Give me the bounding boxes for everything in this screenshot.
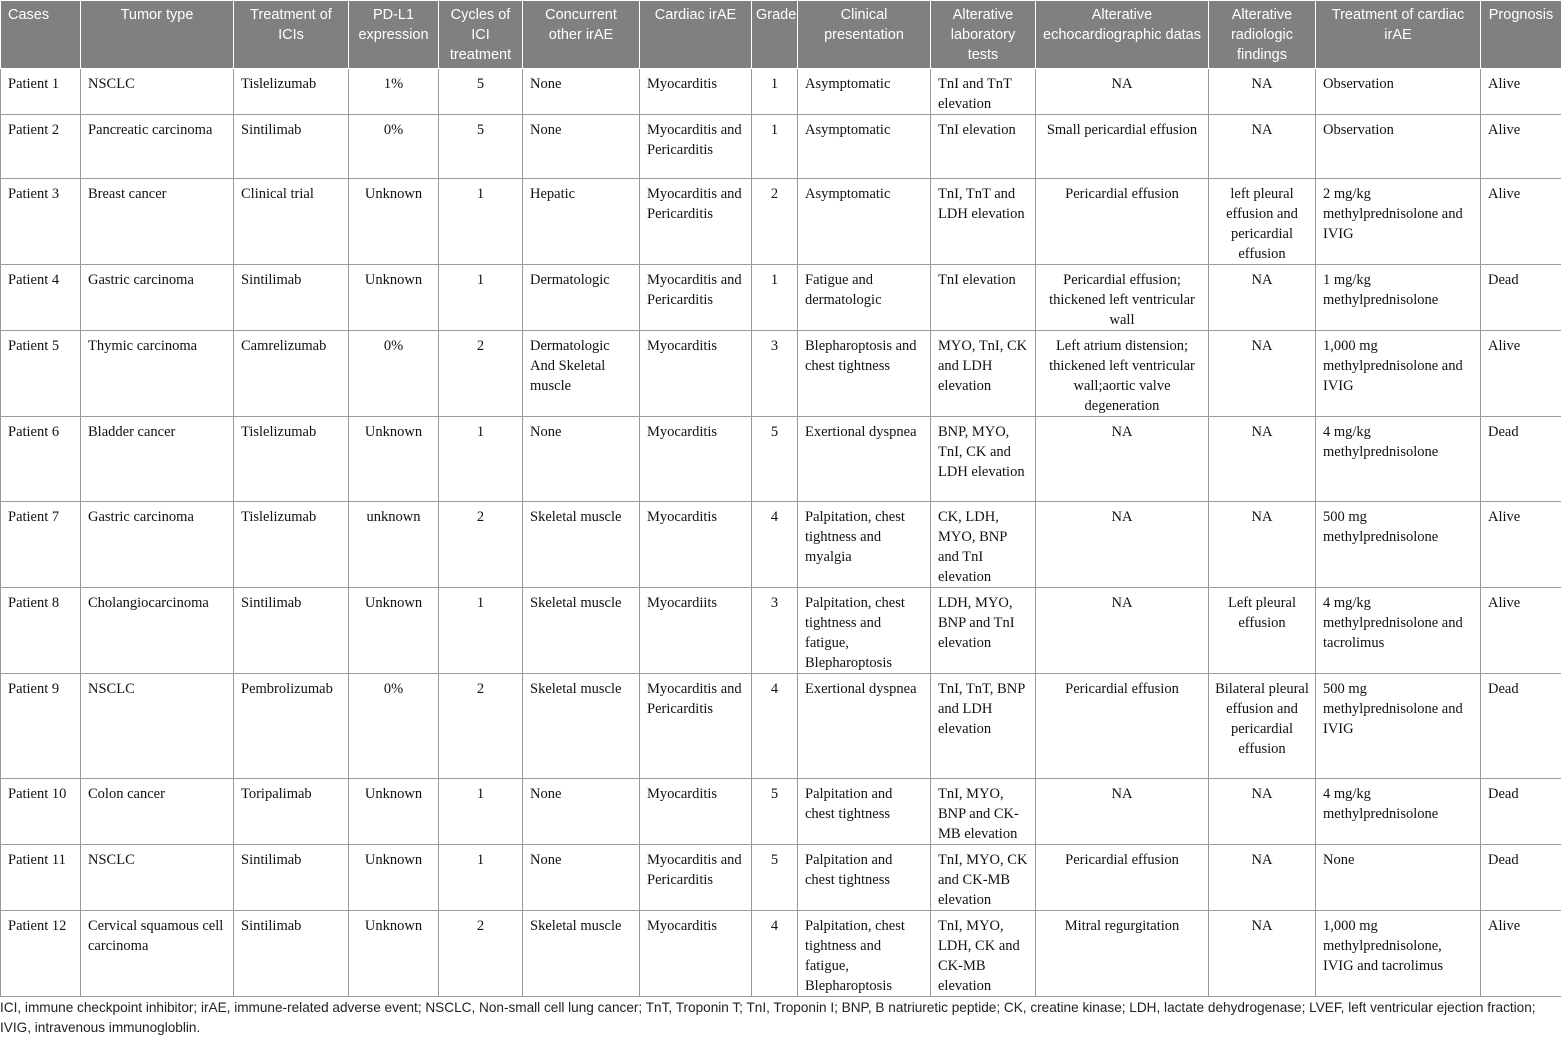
cell-cardiac-irae: Myocarditis and Pericarditis: [640, 115, 752, 179]
cell-pd-l1-expression: Unknown: [349, 179, 439, 265]
cell-laboratory-tests: MYO, TnI, CK and LDH elevation: [931, 331, 1036, 417]
cell-treatment-cardiac: 500 mg methylprednisolone and IVIG: [1316, 674, 1481, 779]
cell-treatment-of-icis: Tislelizumab: [234, 417, 349, 502]
cell-concurrent-irae: None: [523, 115, 640, 179]
cell-radiologic: NA: [1209, 779, 1316, 845]
cell-tumor-type: Thymic carcinoma: [81, 331, 234, 417]
cell-cardiac-irae: Myocarditis: [640, 502, 752, 588]
cell-echocardiographic: NA: [1036, 69, 1209, 115]
cell-grade: 4: [752, 674, 798, 779]
cell-prognosis: Dead: [1481, 417, 1561, 502]
cell-prognosis: Alive: [1481, 179, 1561, 265]
cell-clinical-presentation: Asymptomatic: [798, 179, 931, 265]
col-header-cases: Cases: [1, 1, 81, 69]
cell-cycles: 1: [439, 179, 523, 265]
cell-laboratory-tests: TnI, TnT and LDH elevation: [931, 179, 1036, 265]
col-header-treatment-of-icis: Treatment of ICIs: [234, 1, 349, 69]
cell-grade: 4: [752, 502, 798, 588]
col-header-tumor-type: Tumor type: [81, 1, 234, 69]
cell-case: Patient 12: [1, 911, 81, 997]
cell-echocardiographic: NA: [1036, 779, 1209, 845]
cell-treatment-of-icis: Clinical trial: [234, 179, 349, 265]
table-row: [1, 69, 1561, 115]
cell-tumor-type: Gastric carcinoma: [81, 502, 234, 588]
cell-cycles: 5: [439, 115, 523, 179]
cell-concurrent-irae: Skeletal muscle: [523, 588, 640, 674]
cell-pd-l1-expression: 0%: [349, 331, 439, 417]
table-row: [1, 502, 1561, 588]
cell-concurrent-irae: Dermatologic And Skeletal muscle: [523, 331, 640, 417]
col-header-concurrent-irae: Concurrent other irAE: [523, 1, 640, 69]
cell-prognosis: Dead: [1481, 779, 1561, 845]
cell-concurrent-irae: Skeletal muscle: [523, 911, 640, 997]
cell-tumor-type: NSCLC: [81, 69, 234, 115]
cell-cardiac-irae: Myocarditis and Pericarditis: [640, 674, 752, 779]
cell-treatment-of-icis: Toripalimab: [234, 779, 349, 845]
cell-pd-l1-expression: Unknown: [349, 417, 439, 502]
cell-radiologic: NA: [1209, 502, 1316, 588]
cell-cycles: 2: [439, 502, 523, 588]
cell-radiologic: left pleural effusion and pericardial effusion: [1209, 179, 1316, 265]
cell-echocardiographic: Pericardial effusion; thickened left ventricular wall: [1036, 265, 1209, 331]
table-footnote: ICI, immune checkpoint inhibitor; irAE, immune-related adverse event; NSCLC, Non-small cell lung cancer; TnT, Troponin T; TnI, Troponin I; BNP, B natriuretic peptide; CK, creatine kinase; LDH, lactate dehydrogenase; LVEF, left ventricular ejection fraction; IVIG, intravenous immunogloblin.: [0, 1000, 1536, 1035]
col-header-prognosis: Prognosis: [1481, 1, 1561, 69]
cell-pd-l1-expression: Unknown: [349, 265, 439, 331]
cell-prognosis: Alive: [1481, 331, 1561, 417]
cell-concurrent-irae: Dermatologic: [523, 265, 640, 331]
cell-grade: 1: [752, 69, 798, 115]
cell-treatment-of-icis: Tislelizumab: [234, 69, 349, 115]
cell-pd-l1-expression: 0%: [349, 674, 439, 779]
cell-treatment-cardiac: 1 mg/kg methylprednisolone: [1316, 265, 1481, 331]
cell-echocardiographic: NA: [1036, 588, 1209, 674]
cell-cardiac-irae: Myocarditis and Pericarditis: [640, 845, 752, 911]
cell-cycles: 2: [439, 674, 523, 779]
cell-laboratory-tests: TnI, MYO, CK and CK-MB elevation: [931, 845, 1036, 911]
cell-clinical-presentation: Exertional dyspnea: [798, 417, 931, 502]
cell-pd-l1-expression: 0%: [349, 115, 439, 179]
cell-cycles: 1: [439, 845, 523, 911]
cell-concurrent-irae: None: [523, 779, 640, 845]
cell-pd-l1-expression: unknown: [349, 502, 439, 588]
cell-clinical-presentation: Palpitation, chest tightness and fatigue, Blepharoptosis: [798, 588, 931, 674]
cell-treatment-of-icis: Camrelizumab: [234, 331, 349, 417]
cell-laboratory-tests: CK, LDH, MYO, BNP and TnI elevation: [931, 502, 1036, 588]
cell-grade: 2: [752, 179, 798, 265]
cell-pd-l1-expression: Unknown: [349, 845, 439, 911]
cell-treatment-cardiac: 4 mg/kg methylprednisolone: [1316, 779, 1481, 845]
cell-clinical-presentation: Asymptomatic: [798, 115, 931, 179]
cell-echocardiographic: NA: [1036, 502, 1209, 588]
cell-treatment-of-icis: Sintilimab: [234, 115, 349, 179]
cell-echocardiographic: Left atrium distension; thickened left ventricular wall;aortic valve degeneration: [1036, 331, 1209, 417]
table-row: [1, 331, 1561, 417]
cell-echocardiographic: Small pericardial effusion: [1036, 115, 1209, 179]
cell-prognosis: Alive: [1481, 588, 1561, 674]
cell-treatment-of-icis: Sintilimab: [234, 265, 349, 331]
cell-grade: 1: [752, 265, 798, 331]
table-row: [1, 265, 1561, 331]
table-row: [1, 179, 1561, 265]
cell-concurrent-irae: Hepatic: [523, 179, 640, 265]
cell-cycles: 1: [439, 588, 523, 674]
cell-cardiac-irae: Myocarditis: [640, 911, 752, 997]
cell-grade: 3: [752, 588, 798, 674]
cell-laboratory-tests: TnI elevation: [931, 115, 1036, 179]
cell-case: Patient 5: [1, 331, 81, 417]
cell-laboratory-tests: TnI, MYO, BNP and CK-MB elevation: [931, 779, 1036, 845]
cell-cardiac-irae: Myocarditis: [640, 417, 752, 502]
cell-prognosis: Dead: [1481, 265, 1561, 331]
cell-prognosis: Dead: [1481, 674, 1561, 779]
cell-grade: 4: [752, 911, 798, 997]
cell-grade: 5: [752, 779, 798, 845]
table-body: [1, 69, 1561, 997]
cell-echocardiographic: NA: [1036, 417, 1209, 502]
cell-treatment-cardiac: Observation: [1316, 115, 1481, 179]
cell-radiologic: NA: [1209, 417, 1316, 502]
cell-laboratory-tests: TnI, TnT, BNP and LDH elevation: [931, 674, 1036, 779]
cell-tumor-type: Bladder cancer: [81, 417, 234, 502]
cell-tumor-type: Colon cancer: [81, 779, 234, 845]
cell-case: Patient 8: [1, 588, 81, 674]
cell-radiologic: Left pleural effusion: [1209, 588, 1316, 674]
cell-cardiac-irae: Myocarditis and Pericarditis: [640, 179, 752, 265]
cell-treatment-cardiac: 1,000 mg methylprednisolone, IVIG and tacrolimus: [1316, 911, 1481, 997]
cell-cycles: 2: [439, 911, 523, 997]
cell-pd-l1-expression: Unknown: [349, 911, 439, 997]
cell-concurrent-irae: Skeletal muscle: [523, 674, 640, 779]
cell-treatment-cardiac: 500 mg methylprednisolone: [1316, 502, 1481, 588]
cell-concurrent-irae: None: [523, 417, 640, 502]
cell-prognosis: Alive: [1481, 502, 1561, 588]
cell-cycles: 1: [439, 779, 523, 845]
cell-treatment-of-icis: Sintilimab: [234, 588, 349, 674]
col-header-laboratory-tests: Alterative laboratory tests: [931, 1, 1036, 69]
cell-clinical-presentation: Palpitation and chest tightness: [798, 845, 931, 911]
table-row: [1, 115, 1561, 179]
cell-concurrent-irae: None: [523, 69, 640, 115]
cell-treatment-cardiac: 4 mg/kg methylprednisolone and tacrolimus: [1316, 588, 1481, 674]
cell-tumor-type: Gastric carcinoma: [81, 265, 234, 331]
table-row: [1, 588, 1561, 674]
table-row: [1, 674, 1561, 779]
cell-case: Patient 3: [1, 179, 81, 265]
cell-radiologic: NA: [1209, 69, 1316, 115]
cell-treatment-cardiac: 4 mg/kg methylprednisolone: [1316, 417, 1481, 502]
col-header-echocardiographic: Alterative echocardiographic datas: [1036, 1, 1209, 69]
cell-radiologic: NA: [1209, 911, 1316, 997]
table-row: [1, 779, 1561, 845]
cell-cardiac-irae: Myocarditis and Pericarditis: [640, 265, 752, 331]
header-row: [1, 1, 1561, 69]
col-header-cardiac-irae: Cardiac irAE: [640, 1, 752, 69]
cell-laboratory-tests: TnI elevation: [931, 265, 1036, 331]
col-header-clinical-presentation: Clinical presentation: [798, 1, 931, 69]
cell-treatment-of-icis: Pembrolizumab: [234, 674, 349, 779]
cell-case: Patient 4: [1, 265, 81, 331]
cell-cycles: 2: [439, 331, 523, 417]
cell-concurrent-irae: Skeletal muscle: [523, 502, 640, 588]
cell-concurrent-irae: None: [523, 845, 640, 911]
cell-treatment-cardiac: None: [1316, 845, 1481, 911]
cell-cardiac-irae: Myocarditis: [640, 69, 752, 115]
col-header-cycles: Cycles of ICI treatment: [439, 1, 523, 69]
cell-clinical-presentation: Exertional dyspnea: [798, 674, 931, 779]
table-row: [1, 417, 1561, 502]
cell-treatment-of-icis: Sintilimab: [234, 911, 349, 997]
cell-cardiac-irae: Myocarditis: [640, 779, 752, 845]
cell-case: Patient 9: [1, 674, 81, 779]
cell-clinical-presentation: Asymptomatic: [798, 69, 931, 115]
cell-case: Patient 2: [1, 115, 81, 179]
cell-prognosis: Alive: [1481, 69, 1561, 115]
cell-radiologic: Bilateral pleural effusion and pericardial effusion: [1209, 674, 1316, 779]
cell-tumor-type: NSCLC: [81, 674, 234, 779]
cell-case: Patient 11: [1, 845, 81, 911]
cell-echocardiographic: Pericardial effusion: [1036, 179, 1209, 265]
cell-clinical-presentation: Palpitation and chest tightness: [798, 779, 931, 845]
col-header-radiologic: Alterative radiologic findings: [1209, 1, 1316, 69]
cell-grade: 3: [752, 331, 798, 417]
cell-pd-l1-expression: Unknown: [349, 779, 439, 845]
cell-treatment-cardiac: Observation: [1316, 69, 1481, 115]
cell-pd-l1-expression: 1%: [349, 69, 439, 115]
cell-laboratory-tests: LDH, MYO, BNP and TnI elevation: [931, 588, 1036, 674]
cell-tumor-type: Breast cancer: [81, 179, 234, 265]
col-header-grade: Grade: [752, 1, 798, 69]
cell-grade: 5: [752, 845, 798, 911]
cell-case: Patient 1: [1, 69, 81, 115]
cell-radiologic: NA: [1209, 845, 1316, 911]
cell-echocardiographic: Pericardial effusion: [1036, 674, 1209, 779]
cell-radiologic: NA: [1209, 265, 1316, 331]
cell-cycles: 5: [439, 69, 523, 115]
cell-clinical-presentation: Blepharoptosis and chest tightness: [798, 331, 931, 417]
table-row: [1, 911, 1561, 997]
cell-laboratory-tests: TnI and TnT elevation: [931, 69, 1036, 115]
cell-treatment-cardiac: 1,000 mg methylprednisolone and IVIG: [1316, 331, 1481, 417]
cell-cardiac-irae: Myocarditis: [640, 331, 752, 417]
cell-radiologic: NA: [1209, 331, 1316, 417]
cell-laboratory-tests: BNP, MYO, TnI, CK and LDH elevation: [931, 417, 1036, 502]
cell-prognosis: Dead: [1481, 845, 1561, 911]
cell-echocardiographic: Pericardial effusion: [1036, 845, 1209, 911]
cell-cardiac-irae: Myocardiits: [640, 588, 752, 674]
cell-echocardiographic: Mitral regurgitation: [1036, 911, 1209, 997]
cell-treatment-cardiac: 2 mg/kg methylprednisolone and IVIG: [1316, 179, 1481, 265]
table-row: [1, 845, 1561, 911]
cell-case: Patient 6: [1, 417, 81, 502]
cell-treatment-of-icis: Tislelizumab: [234, 502, 349, 588]
cell-tumor-type: Pancreatic carcinoma: [81, 115, 234, 179]
cell-radiologic: NA: [1209, 115, 1316, 179]
cell-tumor-type: NSCLC: [81, 845, 234, 911]
col-header-treatment-cardiac: Treatment of cardiac irAE: [1316, 1, 1481, 69]
cell-grade: 1: [752, 115, 798, 179]
cell-treatment-of-icis: Sintilimab: [234, 845, 349, 911]
cell-cycles: 1: [439, 417, 523, 502]
cell-cycles: 1: [439, 265, 523, 331]
cell-pd-l1-expression: Unknown: [349, 588, 439, 674]
cell-tumor-type: Cervical squamous cell carcinoma: [81, 911, 234, 997]
cell-prognosis: Alive: [1481, 911, 1561, 997]
col-header-pd-l1-expression: PD-L1 expression: [349, 1, 439, 69]
cell-laboratory-tests: TnI, MYO, LDH, CK and CK-MB elevation: [931, 911, 1036, 997]
cell-case: Patient 7: [1, 502, 81, 588]
cell-case: Patient 10: [1, 779, 81, 845]
cell-grade: 5: [752, 417, 798, 502]
cell-prognosis: Alive: [1481, 115, 1561, 179]
cell-clinical-presentation: Palpitation, chest tightness and fatigue, Blepharoptosis: [798, 911, 931, 997]
cell-clinical-presentation: Palpitation, chest tightness and myalgia: [798, 502, 931, 588]
cell-clinical-presentation: Fatigue and dermatologic: [798, 265, 931, 331]
cell-tumor-type: Cholangiocarcinoma: [81, 588, 234, 674]
